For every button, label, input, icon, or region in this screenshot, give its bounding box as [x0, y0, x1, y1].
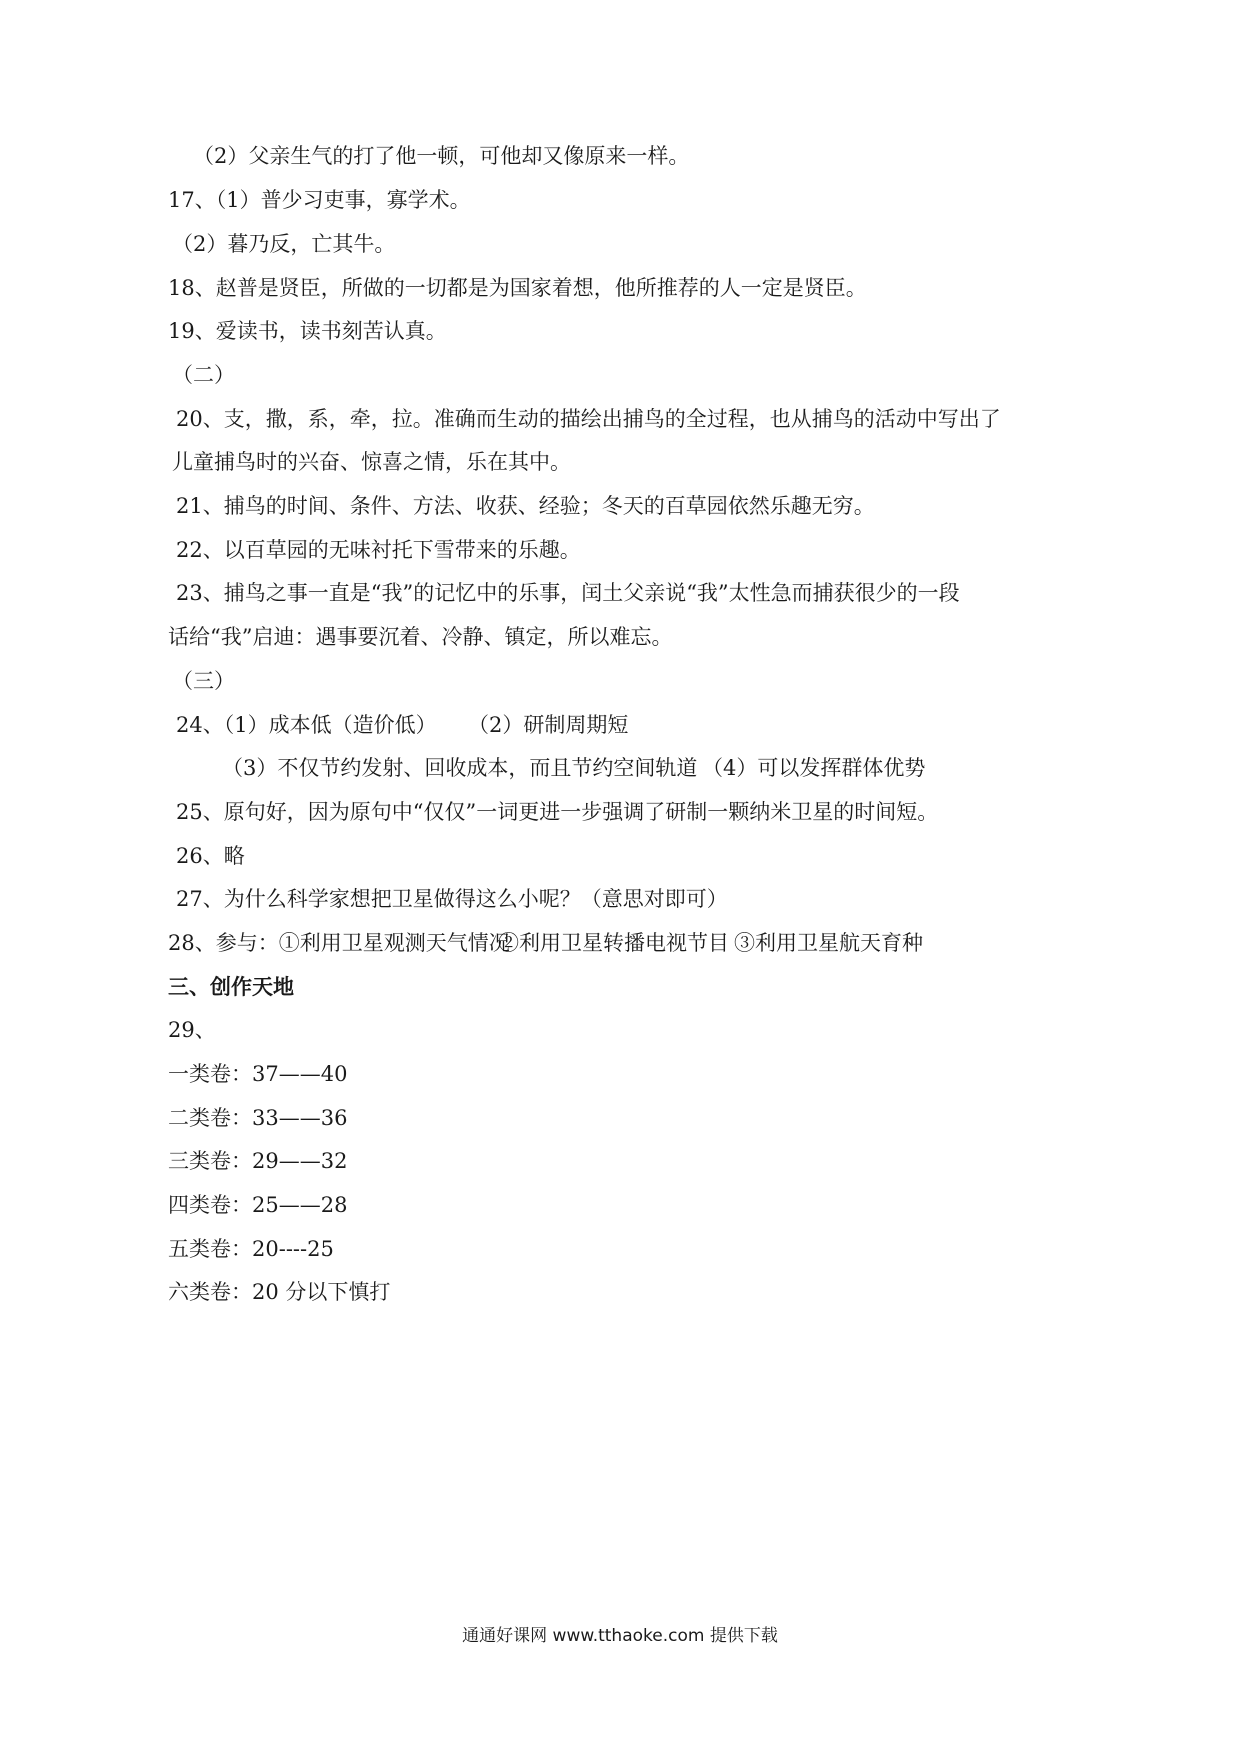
answer-18: 18、赵普是贤臣，所做的一切都是为国家着想，他所推荐的人一定是贤臣。 [168, 276, 867, 300]
answer-29: 29、 [168, 1018, 216, 1042]
answer-24-4: （4）可以发挥群体优势 [702, 756, 926, 780]
page-footer: 通通好课网 www.tthaoke.com 提供下载 [462, 1626, 778, 1646]
answer-24-1: 24、（1）成本低（造价低） [176, 713, 437, 737]
answer-26: 26、略 [176, 844, 245, 868]
grade-row: 六类卷：20 分以下慎打 [168, 1280, 391, 1304]
answer-23-line2: 话给“我”启迪：遇事要沉着、冷静、镇定，所以难忘。 [168, 625, 673, 649]
answer-20-line1: 20、支，撒，系，牵，拉。准确而生动的描绘出捕鸟的全过程，也从捕鸟的活动中写出了 [176, 407, 1001, 431]
answer-28-part3: ③利用卫星航天育种 [734, 931, 923, 955]
creation-heading: 三、创作天地 [168, 974, 294, 999]
answer-25: 25、原句好，因为原句中“仅仅”一词更进一步强调了研制一颗纳米卫星的时间短。 [176, 800, 939, 824]
answer-28-part1: 28、参与：①利用卫星观测天气情况 [168, 931, 510, 955]
answer-21: 21、捕鸟的时间、条件、方法、收获、经验；冬天的百草园依然乐趣无穷。 [176, 494, 875, 518]
grade-row: 四类卷：25——28 [168, 1193, 348, 1217]
grade-row: 一类卷：37——40 [168, 1062, 348, 1086]
grade-row: 三类卷：29——32 [168, 1149, 348, 1173]
section-2-heading: （二） [172, 363, 235, 387]
answer-20-line2: 儿童捕鸟时的兴奋、惊喜之情，乐在其中。 [172, 450, 571, 474]
answer-24-2: （2）研制周期短 [468, 713, 629, 737]
answer-17-1: 17、（1）普少习吏事，寡学术。 [168, 188, 471, 212]
answer-22: 22、以百草园的无味衬托下雪带来的乐趣。 [176, 538, 581, 562]
answer-23-line1: 23、捕鸟之事一直是“我”的记忆中的乐事，闰土父亲说“我”太性急而捕获很少的一段 [176, 581, 960, 605]
answer-17-2: （2）暮乃反，亡其牛。 [172, 232, 396, 256]
answer-19: 19、爱读书，读书刻苦认真。 [168, 319, 447, 343]
answer-27: 27、为什么科学家想把卫星做得这么小呢？（意思对即可） [176, 887, 728, 911]
section-3-heading: （三） [172, 669, 235, 693]
answer-28-part2: ②利用卫星转播电视节目 [498, 931, 729, 955]
grade-row: 二类卷：33——36 [168, 1106, 348, 1130]
answer-16-2: （2）父亲生气的打了他一顿，可他却又像原来一样。 [193, 144, 690, 168]
answer-24-3: （3）不仅节约发射、回收成本，而且节约空间轨道 [222, 756, 698, 780]
grade-row: 五类卷：20----25 [168, 1237, 334, 1261]
